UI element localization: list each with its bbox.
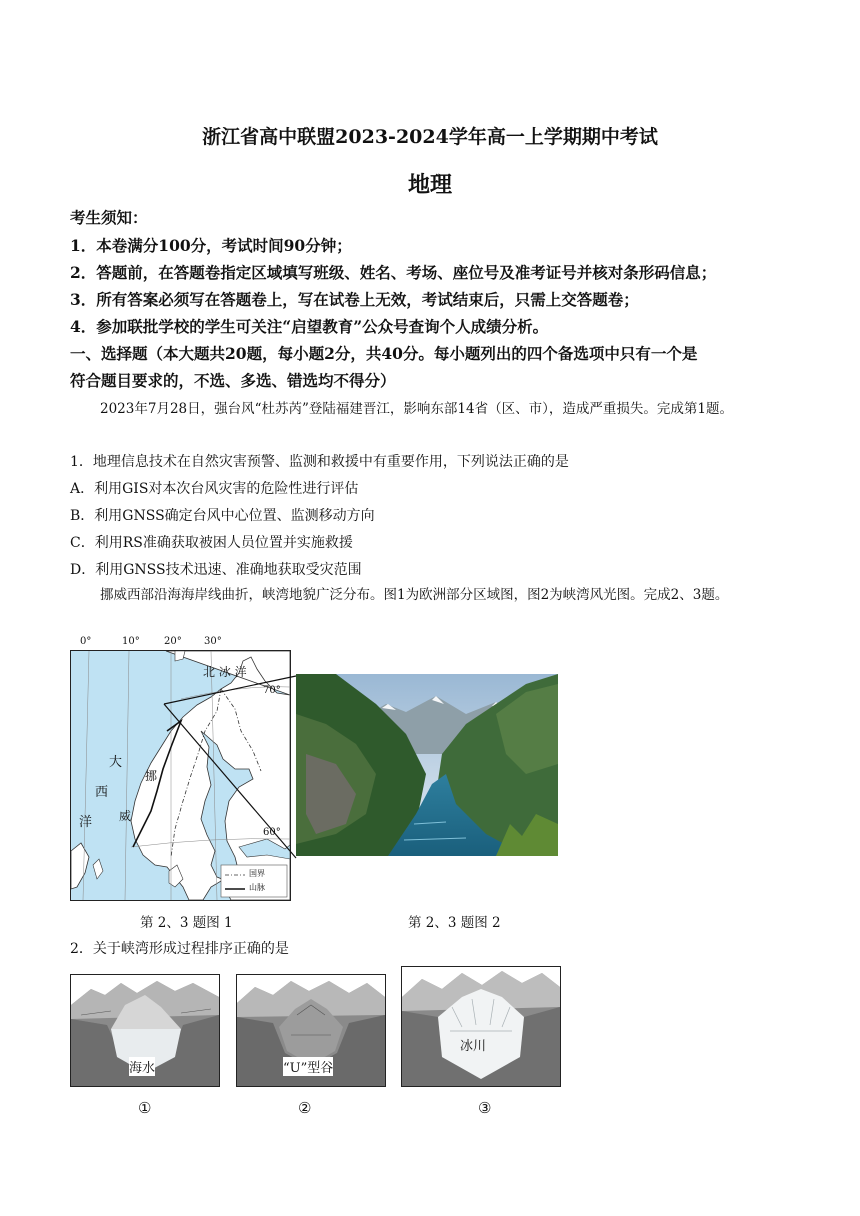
exam-subject: 地理 — [407, 172, 452, 198]
longitude-label: 10° — [122, 636, 140, 647]
stage-diagram-u-valley — [236, 974, 386, 1087]
stage-diagram-glacier — [401, 966, 561, 1087]
atlantic-label: 西 — [95, 785, 109, 800]
legend-mountain-label: 山脉 — [249, 883, 265, 892]
figure-1-caption: 第 2、3 题图 1 — [140, 915, 233, 931]
notice-heading: 考生须知： — [70, 208, 148, 227]
fjord-photo — [296, 674, 558, 856]
option-a: A．利用GIS对本次台风灾害的危险性进行评估 — [70, 481, 359, 497]
notice-item: 1．本卷满分100分，考试时间90分钟； — [70, 236, 352, 255]
notice-item: 3．所有答案必须写在答题卷上，写在试卷上无效，考试结束后，只需上交答题卷； — [70, 290, 639, 309]
stage-label: “U”型谷 — [283, 1057, 333, 1076]
latitude-label: 70° — [263, 685, 281, 696]
stage-number: ② — [298, 1099, 312, 1117]
section-heading: 一、选择题（本大题共20题，每小题2分，共40分。每小题列出的四个备选项中只有一个是 — [70, 344, 698, 363]
figure-2-caption: 第 2、3 题图 2 — [408, 915, 501, 931]
passage-fjord: 挪威西部沿海海岸线曲折，峡湾地貌广泛分布。图1为欧洲部分区域图，图2为峡湾风光图。完成2、3题。 — [100, 587, 729, 603]
atlantic-label: 洋 — [79, 815, 93, 830]
stage-number: ③ — [478, 1099, 492, 1117]
stage-diagram-sea — [70, 974, 220, 1087]
notice-item: 2．答题前，在答题卷指定区域填写班级、姓名、考场、座位号及准考证号并核对条形码信息； — [70, 263, 717, 282]
option-b: B．利用GNSS确定台风中心位置、监测移动方向 — [70, 508, 375, 524]
exam-title: 浙江省高中联盟2023-2024学年高一上学期期中考试 — [202, 126, 658, 148]
stage-number: ① — [138, 1099, 152, 1117]
option-d: D．利用GNSS技术迅速、准确地获取受灾范围 — [70, 562, 362, 578]
question-stem: 2．关于峡湾形成过程排序正确的是 — [70, 941, 289, 957]
longitude-label: 0° — [80, 636, 92, 647]
section-heading: 符合题目要求的，不选、多选、错选均不得分） — [70, 371, 396, 390]
question-stem: 1．地理信息技术在自然灾害预警、监测和救援中有重要作用，下列说法正确的是 — [70, 454, 569, 470]
option-c: C．利用RS准确获取被困人员位置并实施救援 — [70, 535, 353, 551]
longitude-label: 20° — [164, 636, 182, 647]
norway-label: 挪 — [145, 769, 158, 783]
connector-lines — [160, 672, 300, 862]
norway-label: 威 — [119, 809, 132, 823]
latitude-label: 60° — [263, 827, 281, 838]
legend-border-label: 国界 — [249, 869, 265, 878]
longitude-label: 30° — [204, 636, 222, 647]
stage-label: 冰川 — [460, 1039, 487, 1054]
stage-label: 海水 — [129, 1057, 155, 1076]
notice-item: 4．参加联批学校的学生可关注“启望教育”公众号查询个人成绩分析。 — [70, 317, 549, 336]
arctic-ocean-label: 北 冰 洋 — [203, 665, 247, 679]
atlantic-label: 大 — [109, 755, 123, 770]
passage-typhoon: 2023年7月28日，强台风“杜苏芮”登陆福建晋江，影响东部14省（区、市），造成严重损失。完成第1题。 — [100, 401, 733, 417]
